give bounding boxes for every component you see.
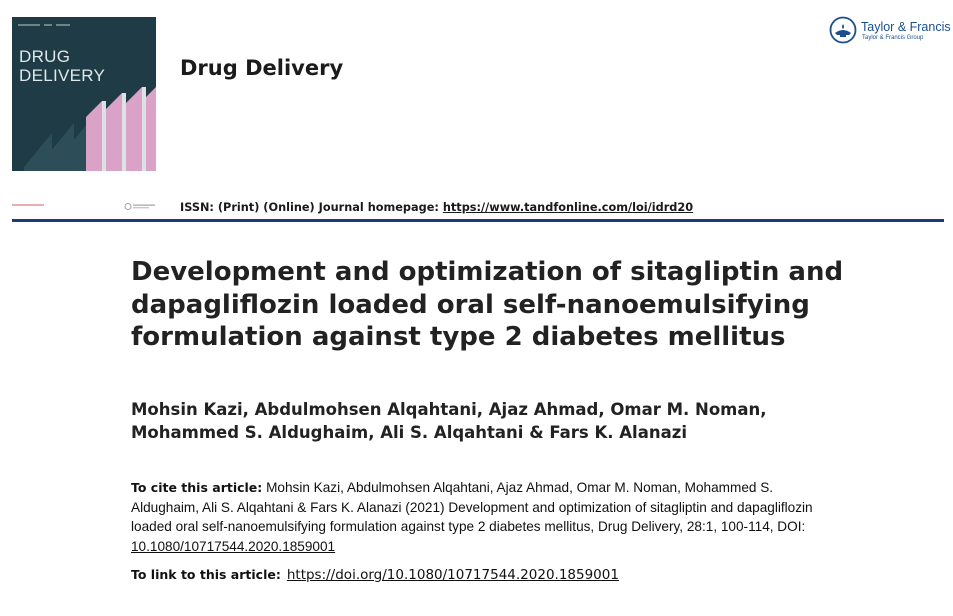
citation-block xyxy=(131,478,831,556)
article-authors xyxy=(131,398,811,444)
small-publisher-seal-icon xyxy=(124,202,158,211)
citation-label: To cite this article: xyxy=(131,480,263,495)
publisher-name: Taylor & Francis xyxy=(861,20,951,34)
journal-name: Drug Delivery xyxy=(180,56,344,80)
article-title: Development and optimization of sitagliptin and dapagliflozin loaded oral self-nanoemulsifying formulation against type 2 diabetes mellitus xyxy=(131,257,844,352)
cover-title-line2: DELIVERY xyxy=(19,66,106,85)
article-doi-link[interactable]: https://doi.org/10.1080/10717544.2020.1859001 xyxy=(286,567,619,583)
publisher-lamp-icon xyxy=(829,16,857,44)
authors-line-1: Mohsin Kazi, Abdulmohsen Alqahtani, Ajaz Ahmad, Omar M. Noman, xyxy=(131,400,767,419)
publisher-tagline: Taylor & Francis Group xyxy=(862,35,924,41)
journal-cover xyxy=(12,17,156,171)
issn-text: ISSN: (Print) (Online) Journal homepage: xyxy=(180,201,443,214)
publisher-logo xyxy=(829,16,951,48)
authors-line-2: Mohammed S. Aldughaim, Ali S. Alqahtani & Fars K. Alanazi xyxy=(131,423,687,442)
citation-text: Mohsin Kazi, Abdulmohsen Alqahtani, Ajaz Ahmad, Omar M. Noman, Mohammed S. Aldughaim, Ali S. Alqahtani & Fars K. Alanazi (2021) Development and optimization of sitagliptin and dapagliflozin loaded oral self-nanoemulsifying formulation against type 2 diabetes mellitus, Drug Delivery, 28:1, 100-114, DOI: xyxy=(131,480,813,534)
header-divider xyxy=(12,219,944,222)
article-link-line xyxy=(131,567,619,583)
journal-homepage-link[interactable]: https://www.tandfonline.com/loi/idrd20 xyxy=(442,201,694,214)
cover-title-line1: DRUG xyxy=(19,47,71,66)
citation-doi-link[interactable]: 10.1080/10717544.2020.1859001 xyxy=(131,538,336,554)
link-label: To link to this article: xyxy=(131,567,281,582)
cover-graphic xyxy=(12,17,156,171)
issn-line xyxy=(180,201,693,214)
decorative-red-mark xyxy=(12,204,44,206)
